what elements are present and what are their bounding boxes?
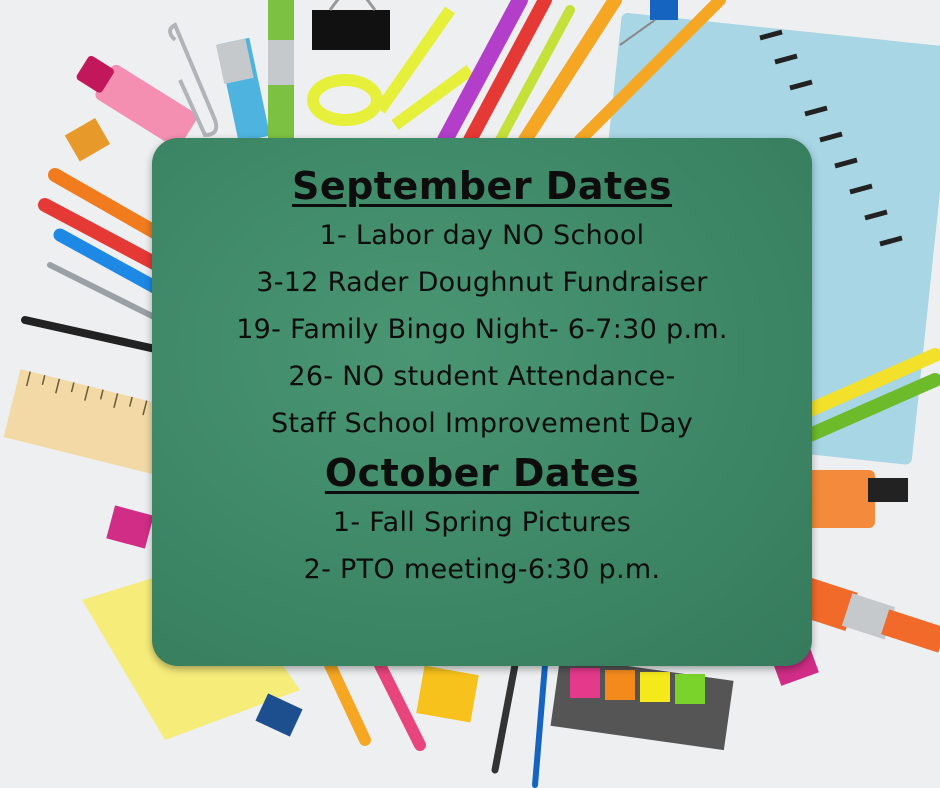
september-item: 26- NO student Attendance- (288, 361, 676, 392)
colored-pencils-left (25, 175, 160, 350)
ruler (4, 369, 176, 476)
october-heading: October Dates (324, 451, 640, 495)
september-item: 3-12 Rader Doughnut Fundraiser (256, 267, 708, 298)
pink-binder-clip-left (106, 505, 153, 548)
announcement-text (152, 160, 812, 593)
september-heading: September Dates (291, 164, 673, 208)
bottom-supplies (330, 656, 734, 785)
october-item: 2- PTO meeting-6:30 p.m. (303, 554, 661, 585)
binder-clip (312, 0, 390, 50)
orange-binder-clip (65, 118, 110, 161)
september-item: 19- Family Bingo Night- 6-7:30 p.m. (236, 314, 728, 345)
october-item: 1- Fall Spring Pictures (332, 507, 632, 538)
september-item: Staff School Improvement Day (270, 408, 693, 439)
september-item: 1- Labor day NO School (319, 220, 645, 251)
orange-highlighter (805, 470, 908, 528)
paintbrushes (216, 0, 294, 142)
